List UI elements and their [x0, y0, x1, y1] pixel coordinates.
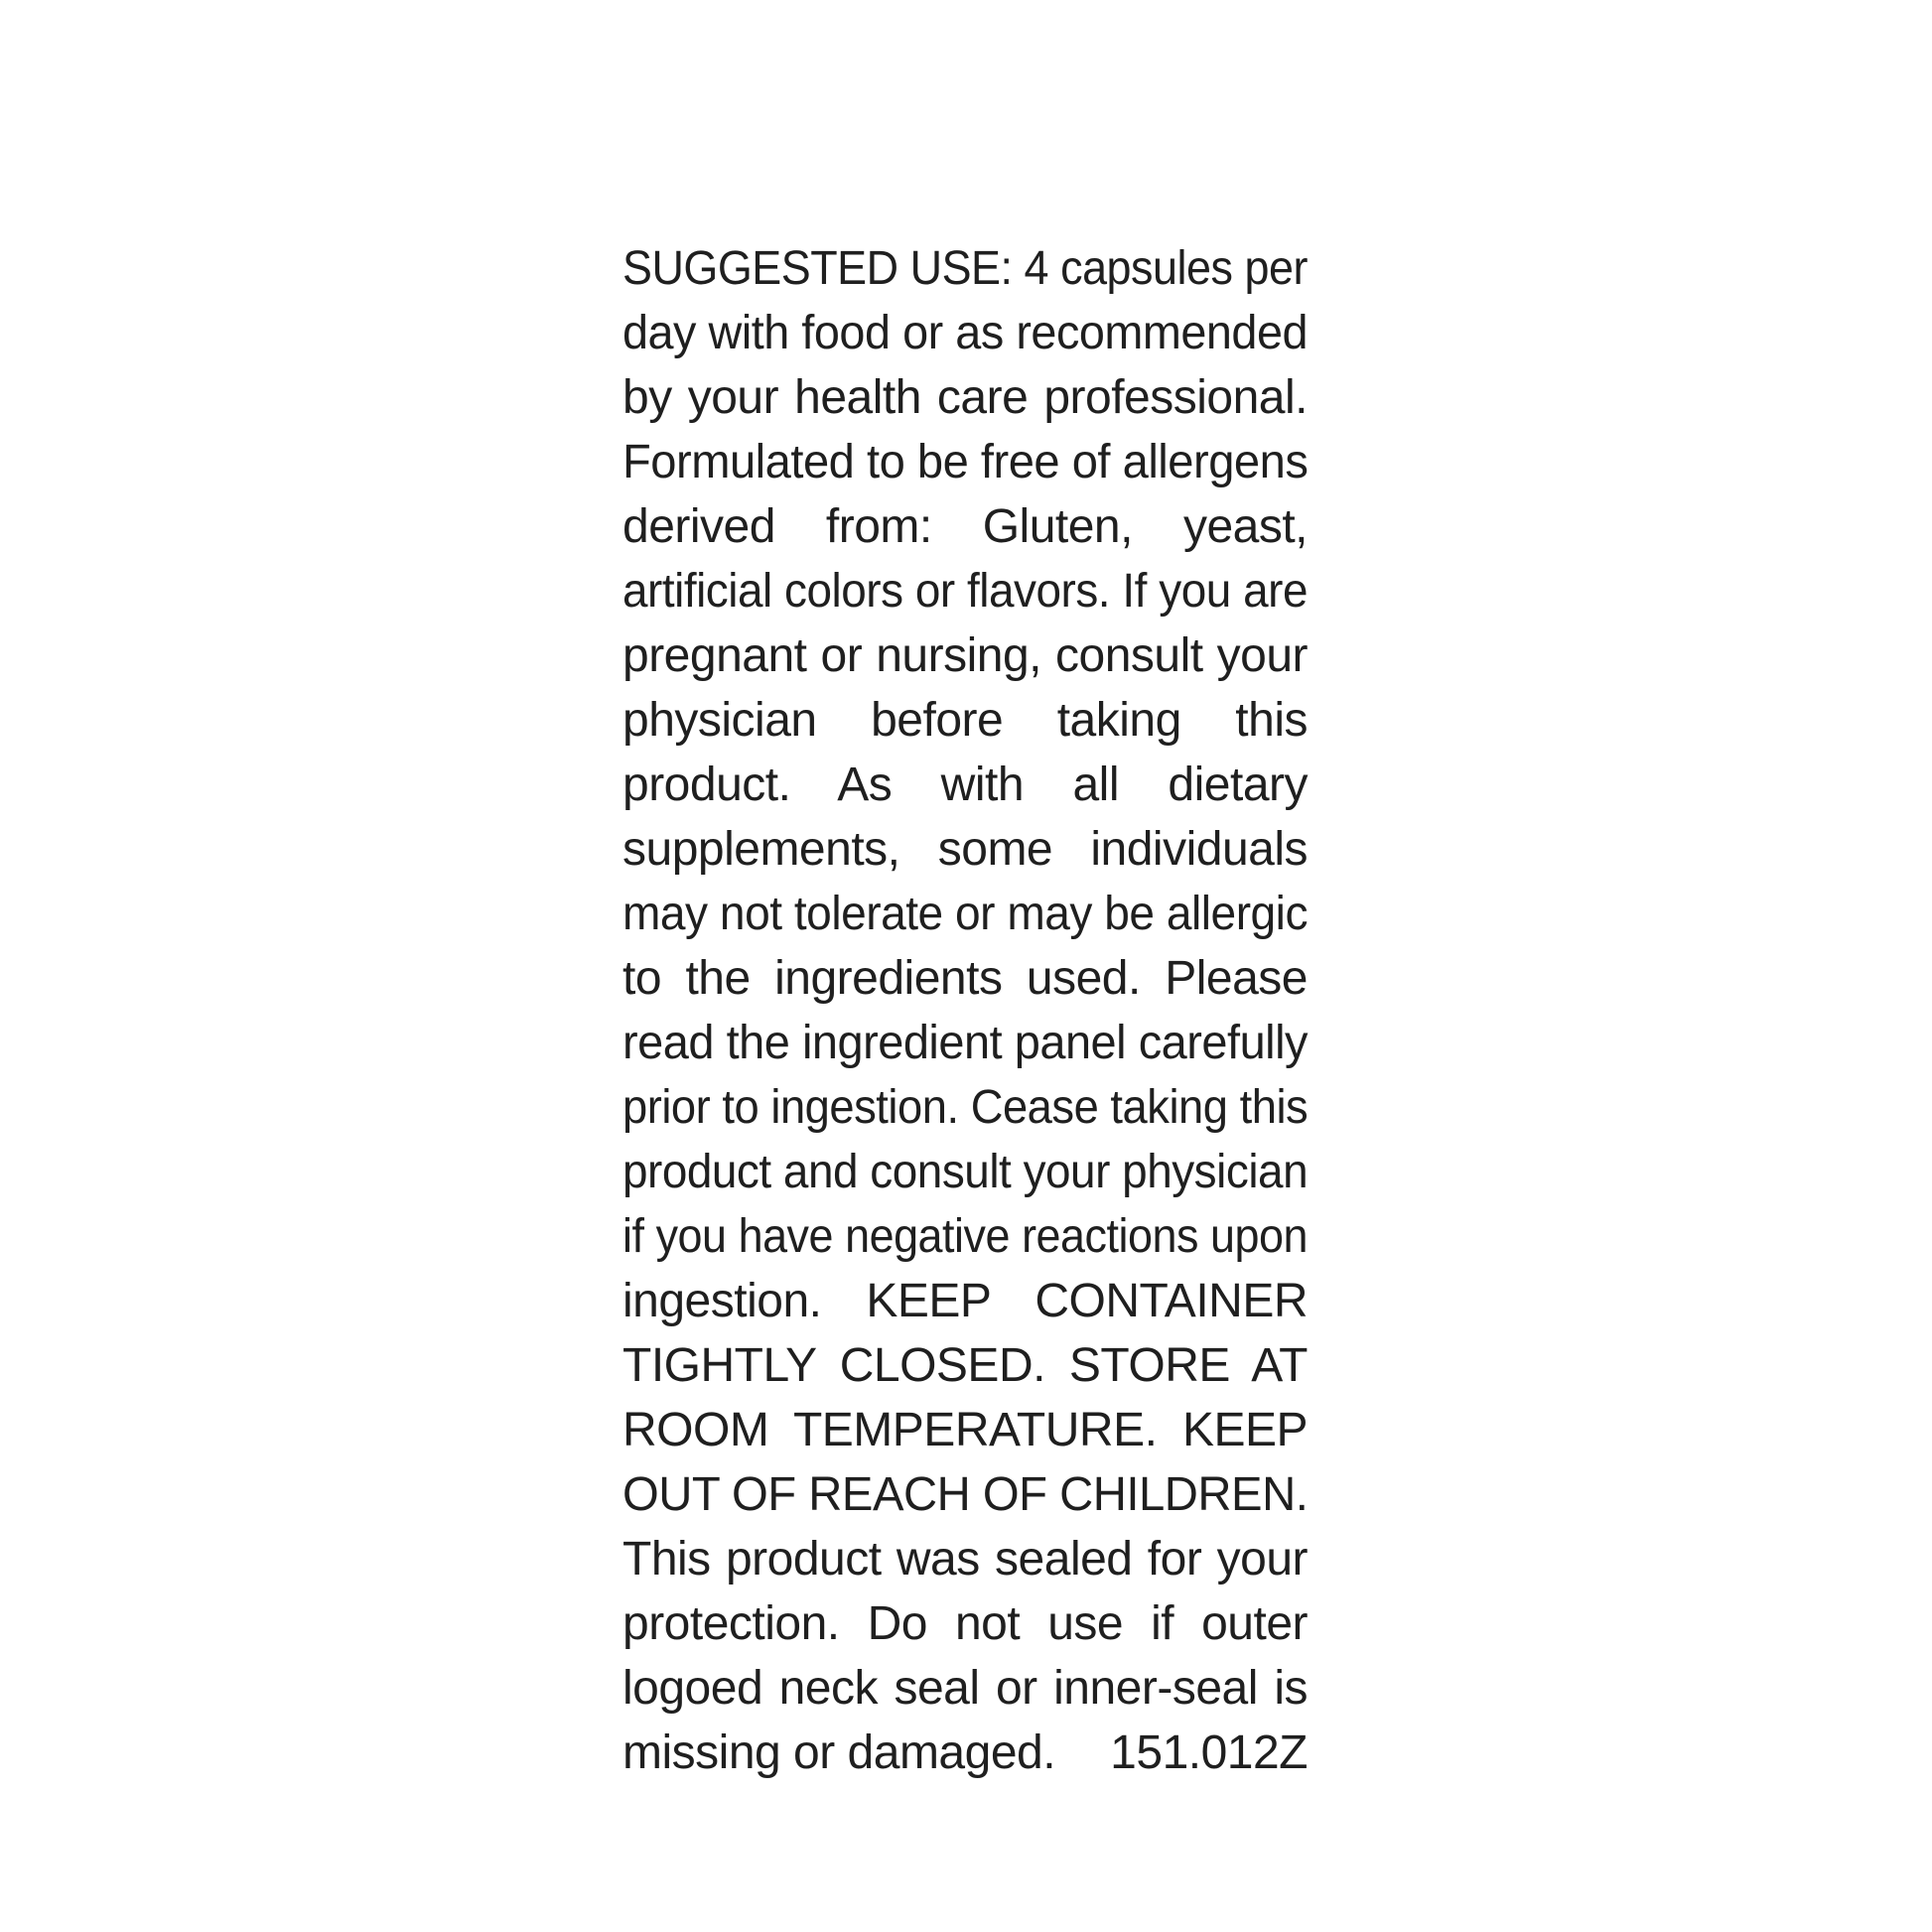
- label-line: product. As with all dietary: [622, 759, 1308, 811]
- product-code: 151.012Z: [1110, 1726, 1308, 1779]
- label-line: logoed neck seal or inner-seal is: [622, 1662, 1308, 1715]
- label-line: day with food or as recommended: [622, 307, 1308, 359]
- label-line: TIGHTLY CLOSED. STORE AT: [622, 1339, 1308, 1392]
- label-line: to the ingredients used. Please: [622, 952, 1308, 1005]
- label-line: This product was sealed for your: [622, 1533, 1308, 1586]
- label-final-line: [622, 1721, 1308, 1785]
- label-line: if you have negative reactions upon: [622, 1210, 1308, 1263]
- label-line: ROOM TEMPERATURE. KEEP: [622, 1404, 1308, 1456]
- label-line: by your health care professional.: [622, 371, 1308, 424]
- label-line: OUT OF REACH OF CHILDREN.: [622, 1468, 1309, 1521]
- label-line: ingestion. KEEP CONTAINER: [622, 1275, 1308, 1327]
- label-line: artificial colors or flavors. If you are: [622, 565, 1308, 618]
- label-line: pregnant or nursing, consult your: [622, 629, 1308, 682]
- label-line: protection. Do not use if outer: [622, 1597, 1308, 1650]
- label-line: derived from: Gluten, yeast,: [622, 500, 1308, 553]
- label-line: physician before taking this: [622, 694, 1308, 747]
- label-line: Formulated to be free of allergens: [622, 436, 1309, 488]
- label-line: SUGGESTED USE: 4 capsules per: [622, 242, 1308, 295]
- label-line: read the ingredient panel carefully: [622, 1017, 1308, 1069]
- final-line-text: missing or damaged.: [622, 1726, 1056, 1779]
- label-text-block: [622, 236, 1308, 1785]
- label-line: supplements, some individuals: [622, 823, 1308, 876]
- label-line: may not tolerate or may be allergic: [622, 888, 1308, 940]
- label-line: prior to ingestion. Cease taking this: [622, 1081, 1309, 1134]
- label-line: product and consult your physician: [622, 1146, 1309, 1198]
